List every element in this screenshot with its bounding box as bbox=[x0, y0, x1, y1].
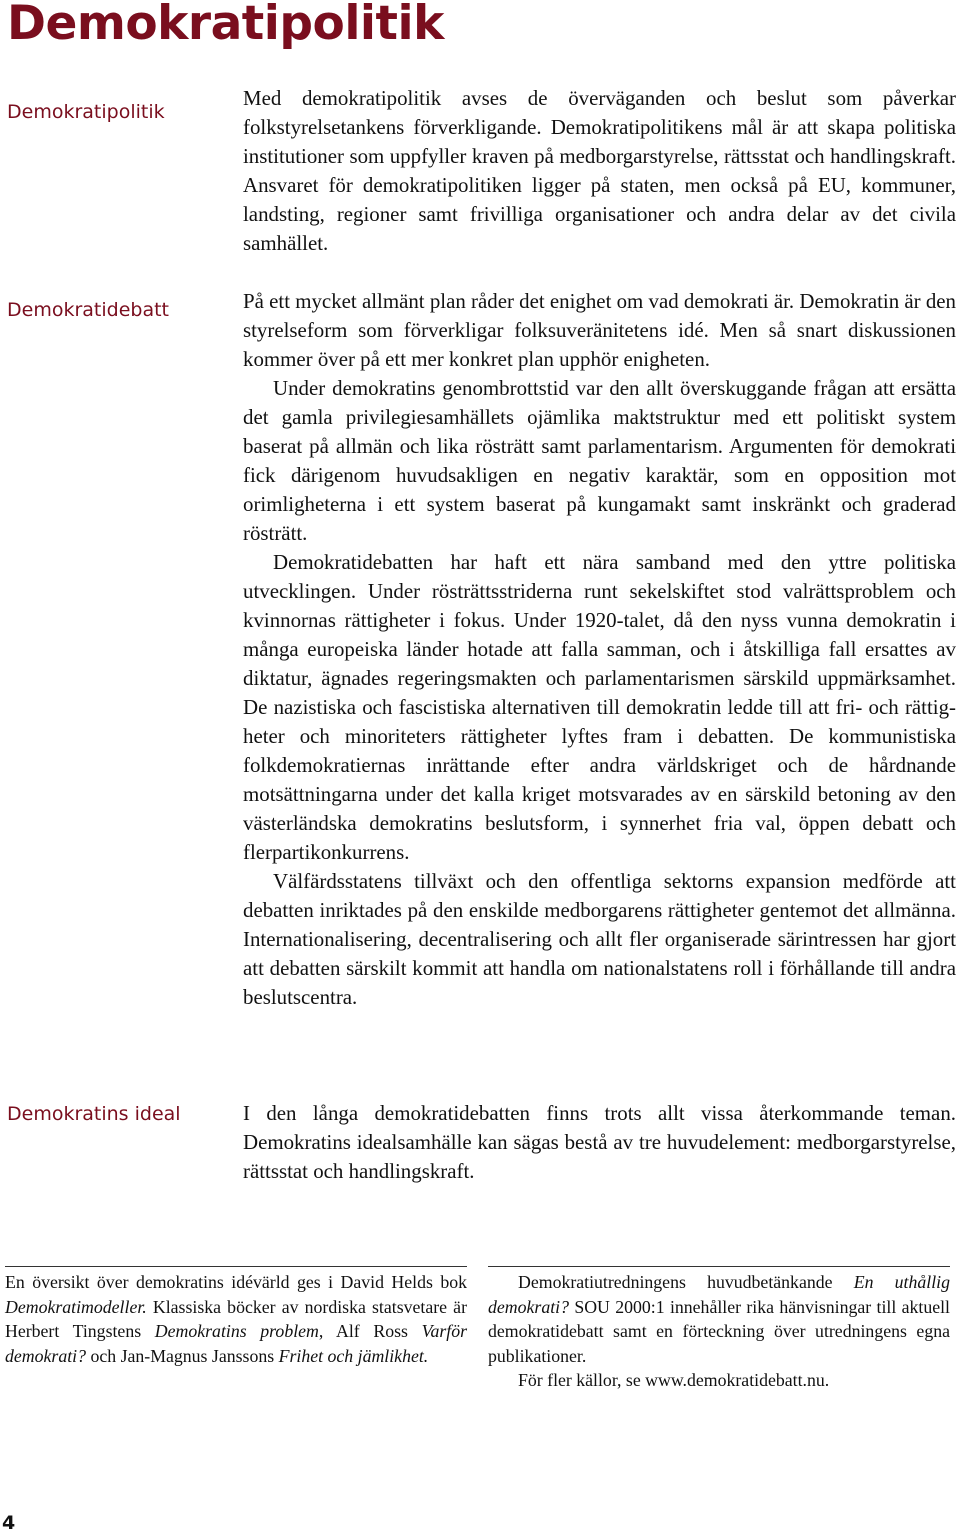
section-body-demokratipolitik bbox=[243, 84, 956, 258]
section-heading-demokratidebatt: Demokratidebatt bbox=[7, 299, 169, 321]
page-number: 4 bbox=[2, 1512, 16, 1534]
footnote-rule bbox=[5, 1266, 467, 1267]
footnote-rule bbox=[488, 1266, 950, 1267]
footnote-text-run: SOU 2000:1 innehåller rika hänvisningar till aktuell demokratidebatt samt en förteckning över utredningens egna publikationer. bbox=[488, 1296, 950, 1366]
section-heading-demokratins-ideal: Demokratins ideal bbox=[7, 1103, 181, 1125]
footnote-text-run: och Jan-Magnus Janssons bbox=[86, 1345, 279, 1366]
paragraph: Demokratidebatten har haft ett nära samband med den yttre politiska utvecklingen. Under rösträttsstriderna runt sekelskiftet stod valrättsproblem och kvinnornas rättigheter i fokus. Under 1920-talet, då den nyss vunna demokratin i många europeiska länder hotade att falla samman, och i åtskilliga fall ersattes av diktatur, ägnades regeringsmakten och parlamentarismen särskild uppmärksamhet. De nazistiska och fascistiska alternativen till demokratin ledde till att fri- och rättigheter och minoriteters rättigheter lyftes fram i debatten. De kommunistiska folkdemokratiernas inrättande efter andra världskriget och de hårdnande motsättningarna under det kalla kriget motsvarades av en särskild betoning av den västerländska demokratins beslutsform, i synnerhet fria val, öppen debatt och flerpartikonkurrens. bbox=[243, 550, 956, 864]
report-title: En uthållig demokrati? bbox=[488, 1272, 950, 1317]
paragraph: I den långa demokratidebatten finns trots allt vissa återkommande teman. Demokratins idealsamhälle kan sägas bestå av tre huvudelement: medborgarstyrelse, rättsstat och handlingskraft. bbox=[243, 1101, 956, 1183]
footnote-text bbox=[488, 1270, 950, 1368]
footnote-text-run: , Alf Ross bbox=[318, 1321, 422, 1341]
footnote-text bbox=[5, 1270, 467, 1368]
section-heading-demokratipolitik: Demokratipolitik bbox=[7, 101, 165, 123]
book-title: Frihet och jämlikhet. bbox=[278, 1345, 429, 1366]
book-title: Demokratimodeller. bbox=[5, 1296, 147, 1317]
footnote-text-run: Demokratiutredningens huvudbetänkande bbox=[518, 1272, 854, 1292]
footnote-text-run: En översikt över demokratins idévärld ges i David Helds bok bbox=[5, 1272, 467, 1292]
footnote-text-run: Klassiska böcker av nordiska statsvetare är Herbert Tingstens bbox=[5, 1296, 467, 1341]
section-body-demokratins-ideal bbox=[243, 1099, 956, 1186]
footnote-left bbox=[5, 1266, 467, 1368]
page-title: Demokratipolitik bbox=[7, 0, 444, 51]
footnote-sources: För fler källor, se www.demokratidebatt.nu. bbox=[518, 1370, 830, 1390]
book-title: Demokratins problem bbox=[154, 1321, 319, 1341]
footnote-right bbox=[488, 1266, 950, 1393]
paragraph: Under demokratins genombrottstid var den allt överskuggande frågan att ersätta det gamla privilegiesamhällets ojämlika maktstruktur med ett politiskt system baserat på allmän och lika rösträtt samt parlamentarism. Argumenten för demokrati fick därigenom huvudsakligen en negativ karaktär, som en opposition mot orimligheterna i ett system baserat på kungamakt samt inskränkt och graderad rösträtt. bbox=[243, 376, 956, 545]
paragraph: Med demokratipolitik avses de överväganden och beslut som påverkar folkstyrelsetankens förverkligande. Demokratipolitikens mål är att skapa politiska institutioner som uppfyller kraven på medborgarstyrelse, rättsstat och handlingskraft. Ansvaret för demokratipolitiken ligger på staten, men också på EU, kommuner, landsting, regioner samt frivilliga organisationer och andra delar av det civila samhället. bbox=[243, 86, 956, 255]
section-body-demokratidebatt bbox=[243, 287, 956, 1012]
paragraph: På ett mycket allmänt plan råder det enighet om vad demokrati är. Demokratin är den styrelseform som förverkligar folksuveränitetens idé. Men så snart diskussionen kommer över på ett mer konkret plan upphör enigheten. bbox=[243, 289, 956, 371]
paragraph: Välfärdsstatens tillväxt och den offentliga sektorns expansion medförde att debatten inriktades på den enskilde medborgarens rättigheter gentemot det allmänna. Internationalisering, decentralisering och allt fler organiserade särintressen har gjort att debatten särskilt kommit att handla om nationalstatens roll i förhållande till andra beslutscentra. bbox=[243, 869, 956, 1009]
book-title: Varför demokrati? bbox=[5, 1321, 468, 1366]
